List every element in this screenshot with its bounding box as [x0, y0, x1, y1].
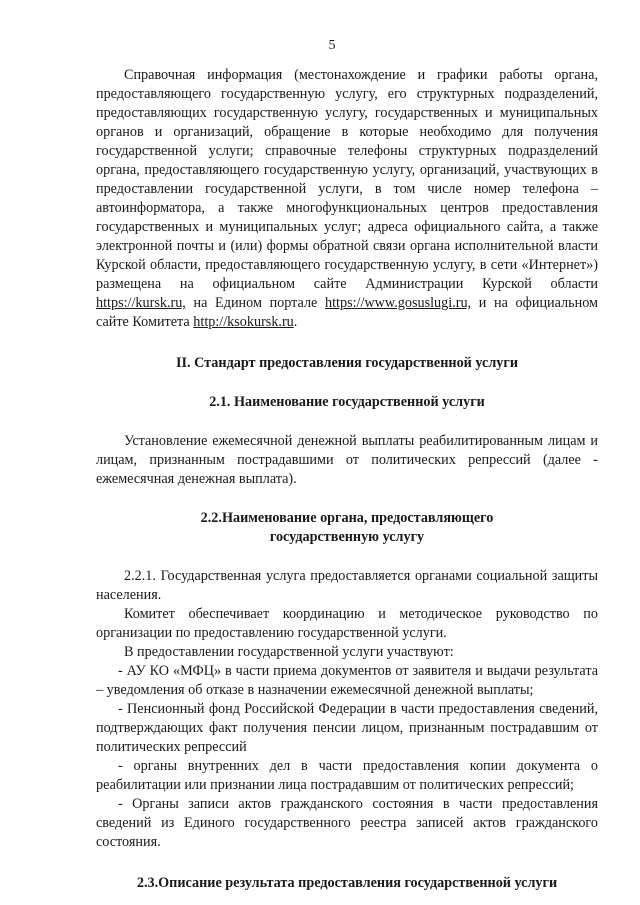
section-2-2-title-line2: государственную услугу — [269, 529, 425, 545]
link-ksokursk[interactable]: http://ksokursk.ru — [193, 314, 294, 330]
paragraph-komitet: Комитет обеспечивает координацию и методическое руководство по организации по предоставлению государственной услуги. — [96, 606, 598, 641]
section-2-2-title — [96, 509, 598, 547]
paragraph-2-2-1: 2.2.1. Государственная услуга предоставляется органами социальной защиты населения. — [96, 568, 598, 603]
section-2-1-title: 2.1. Наименование государственной услуги — [209, 394, 485, 410]
list-item: - Пенсионный фонд Российской Федерации в части предоставления сведений, подтверждающих факт получения пенсии лицом, признанным пострадавшим от политических репрессий — [96, 701, 598, 755]
section-2-1-text: Установление ежемесячной денежной выплаты реабилитированным лицам и лицам, признанным пострадавшими от политических репрессий (далее - ежемесячная денежная выплата). — [96, 433, 598, 487]
list-item: - органы внутренних дел в части предоставления копии документа о реабилитации или признании лица пострадавшим от политических репрессий; — [96, 758, 598, 793]
intro-text-3: и на официальном сайте Комитета — [96, 295, 598, 330]
link-gosuslugi[interactable]: https://www.gosuslugi.ru, — [325, 295, 472, 311]
paragraph-participants: В предоставлении государственной услуги участвуют: — [124, 644, 454, 660]
section-2-title: II. Стандарт предоставления государственной услуги — [175, 355, 519, 371]
page-number: 5 — [328, 38, 336, 53]
intro-text-2: на Едином портале — [185, 295, 326, 311]
link-kursk[interactable]: https://kursk.ru, — [96, 295, 186, 311]
list-item: - АУ КО «МФЦ» в части приема документов от заявителя и выдачи результата – уведомления об отказе в назначении ежемесячной денежной выплаты; — [96, 663, 598, 698]
list-item: - Органы записи актов гражданского состояния в части предоставления сведений из Единого государственного реестра записей актов гражданского состояния. — [96, 796, 598, 850]
intro-paragraph — [96, 66, 598, 332]
section-2-2-title-line1: 2.2.Наименование органа, предоставляющего — [200, 510, 494, 526]
section-2-3-title: 2.3.Описание результата предоставления государственной услуги — [136, 875, 558, 891]
intro-text-end: . — [293, 314, 298, 330]
intro-text: Справочная информация (местонахождение и графики работы органа, предоставляющего государственную услугу, его структурных подразделений, предоставляющих государственную услугу, государственных и муниципальных органов и организаций, обращение в которые необходимо для получения государственной услуги; справочные телефоны структурных подразделений органа, предоставляющего государственную услугу, организаций, участвующих в предоставлении государственной услуги, в том числе номер телефона – автоинформатора, а также многофункциональных центров предоставления государственных и муниципальных услуг; адреса официального сайта, а также электронной почты и (или) формы обратной связи органа исполнительной власти Курской области, предоставляющего государственную услугу, в сети «Интернет») размещена на официальном сайте Администрации Курской области — [96, 67, 598, 292]
